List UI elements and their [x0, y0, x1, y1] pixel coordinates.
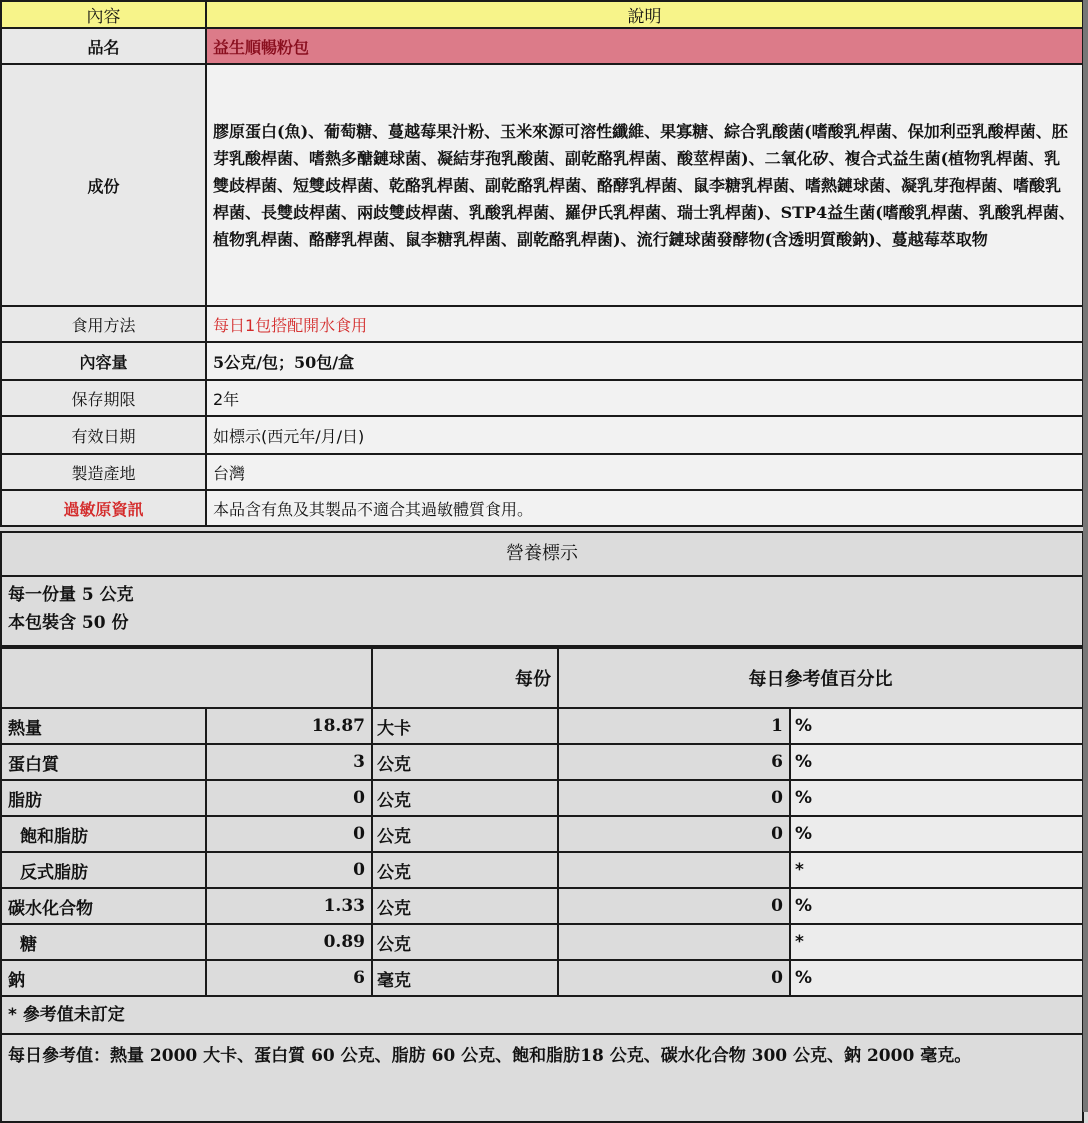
nutrient-name: 熱量: [1, 708, 206, 744]
nutrient-dv-unit: *: [790, 924, 1083, 960]
shelf-label: 保存期限: [1, 380, 206, 416]
spec-header-row: [1, 1, 1083, 28]
product-name: 益生順暢粉包: [206, 28, 1083, 64]
nutrition-table: [0, 647, 1084, 997]
nutrition-row: [1, 888, 1083, 924]
nutrient-dv: 6: [558, 744, 790, 780]
origin-row: [1, 454, 1083, 490]
nutrient-value: 18.87: [206, 708, 372, 744]
ingredients-label: 成份: [1, 64, 206, 306]
product-name-row: [1, 28, 1083, 64]
usage-row: [1, 306, 1083, 342]
col-daily-value: 每日參考值百分比: [558, 648, 1083, 708]
nutrient-name: 碳水化合物: [1, 888, 206, 924]
nutrient-dv-unit: %: [790, 744, 1083, 780]
origin-label: 製造產地: [1, 454, 206, 490]
nutrient-name: 反式脂肪: [1, 852, 206, 888]
nutrient-dv-unit: %: [790, 780, 1083, 816]
content-row: [1, 342, 1083, 380]
nutrient-name: 鈉: [1, 960, 206, 996]
nutrient-value: 0.89: [206, 924, 372, 960]
nutrient-value: 0: [206, 816, 372, 852]
nutrient-unit: 公克: [372, 744, 558, 780]
nutrient-unit: 公克: [372, 888, 558, 924]
nutrient-dv: 0: [558, 888, 790, 924]
nutrient-name: 脂肪: [1, 780, 206, 816]
nutrient-dv-unit: %: [790, 816, 1083, 852]
origin-text: 台灣: [206, 454, 1083, 490]
nutrition-header-blank: [1, 648, 372, 708]
nutrient-unit: 公克: [372, 780, 558, 816]
nutrient-dv: 0: [558, 960, 790, 996]
serving-info: [0, 577, 1084, 647]
nutrition-row: [1, 852, 1083, 888]
nutrient-unit: 公克: [372, 816, 558, 852]
nutrient-dv-unit: %: [790, 888, 1083, 924]
header-description: 說明: [206, 1, 1083, 28]
allergen-row: [1, 490, 1083, 526]
nutrient-name: 糖: [1, 924, 206, 960]
nutrition-header-row: [1, 648, 1083, 708]
nutrient-value: 0: [206, 780, 372, 816]
ingredients-text: 膠原蛋白(魚)、葡萄糖、蔓越莓果汁粉、玉米來源可溶性纖維、果寡糖、綜合乳酸菌(嗜酸乳桿菌、保加利亞乳酸桿菌、胚芽乳酸桿菌、嗜熱多醣鏈球菌、凝結芽孢乳酸菌、副乾酪乳桿菌、酸莖桿菌)、二氧化矽、複合式益生菌(植物乳桿菌、乳雙歧桿菌、短雙歧桿菌、乾酪乳桿菌、副乾酪乳桿菌、酪酵乳桿菌、鼠李糖乳桿菌、嗜熱鏈球菌、凝乳芽孢桿菌、嗜酸乳桿菌、長雙歧桿菌、兩歧雙歧桿菌、乳酸乳桿菌、羅伊氏乳桿菌、瑞士乳桿菌)、STP4益生菌(嗜酸乳桿菌、乳酸乳桿菌、植物乳桿菌、酪酵乳桿菌、鼠李糖乳桿菌、副乾酪乳桿菌)、流行鏈球菌發酵物(含透明質酸鈉)、蔓越莓萃取物: [206, 64, 1083, 306]
nutrition-row: [1, 708, 1083, 744]
nutrition-row: [1, 780, 1083, 816]
nutrition-row: [1, 924, 1083, 960]
nutrient-dv: [558, 852, 790, 888]
nutrient-value: 6: [206, 960, 372, 996]
nutrient-dv: 1: [558, 708, 790, 744]
nutrient-dv: [558, 924, 790, 960]
name-label: 品名: [1, 28, 206, 64]
nutrient-dv: 0: [558, 780, 790, 816]
expiry-row: [1, 416, 1083, 454]
content-label: 內容量: [1, 342, 206, 380]
nutrition-panel: [0, 531, 1084, 1123]
nutrient-value: 3: [206, 744, 372, 780]
shelf-text: 2年: [206, 380, 1083, 416]
nutrient-dv-unit: *: [790, 852, 1083, 888]
ingredients-row: [1, 64, 1083, 306]
daily-reference: 每日參考值：熱量 2000 大卡、蛋白質 60 公克、脂肪 60 公克、飽和脂肪18 公克、碳水化合物 300 公克、鈉 2000 毫克。: [0, 1035, 1084, 1123]
usage-label: 食用方法: [1, 306, 206, 342]
nutrition-row: [1, 744, 1083, 780]
shelf-row: [1, 380, 1083, 416]
header-content: 內容: [1, 1, 206, 28]
nutrient-name: 蛋白質: [1, 744, 206, 780]
nutrient-unit: 大卡: [372, 708, 558, 744]
nutrition-row: [1, 816, 1083, 852]
allergen-label: 過敏原資訊: [1, 490, 206, 526]
content-text: 5公克/包；50包/盒: [206, 342, 1083, 380]
nutrition-title: 營養標示: [0, 531, 1084, 577]
usage-text: 每日1包搭配開水食用: [206, 306, 1083, 342]
nutrient-dv-unit: %: [790, 708, 1083, 744]
scrollbar[interactable]: [1083, 0, 1088, 1112]
nutrient-unit: 毫克: [372, 960, 558, 996]
nutrient-value: 1.33: [206, 888, 372, 924]
expiry-text: 如標示(西元年/月/日): [206, 416, 1083, 454]
nutrient-name: 飽和脂肪: [1, 816, 206, 852]
product-spec-table: [0, 0, 1084, 527]
expiry-label: 有效日期: [1, 416, 206, 454]
nutrient-dv-unit: %: [790, 960, 1083, 996]
reference-note: * 參考值未訂定: [0, 997, 1084, 1035]
nutrition-row: [1, 960, 1083, 996]
nutrient-dv: 0: [558, 816, 790, 852]
nutrient-unit: 公克: [372, 924, 558, 960]
nutrient-unit: 公克: [372, 852, 558, 888]
servings-per-pack: 本包裝含 50 份: [8, 613, 129, 633]
allergen-text: 本品含有魚及其製品不適合其過敏體質食用。: [206, 490, 1083, 526]
col-per-serving: 每份: [372, 648, 558, 708]
nutrient-value: 0: [206, 852, 372, 888]
serving-size: 每一份量 5 公克: [8, 585, 134, 605]
